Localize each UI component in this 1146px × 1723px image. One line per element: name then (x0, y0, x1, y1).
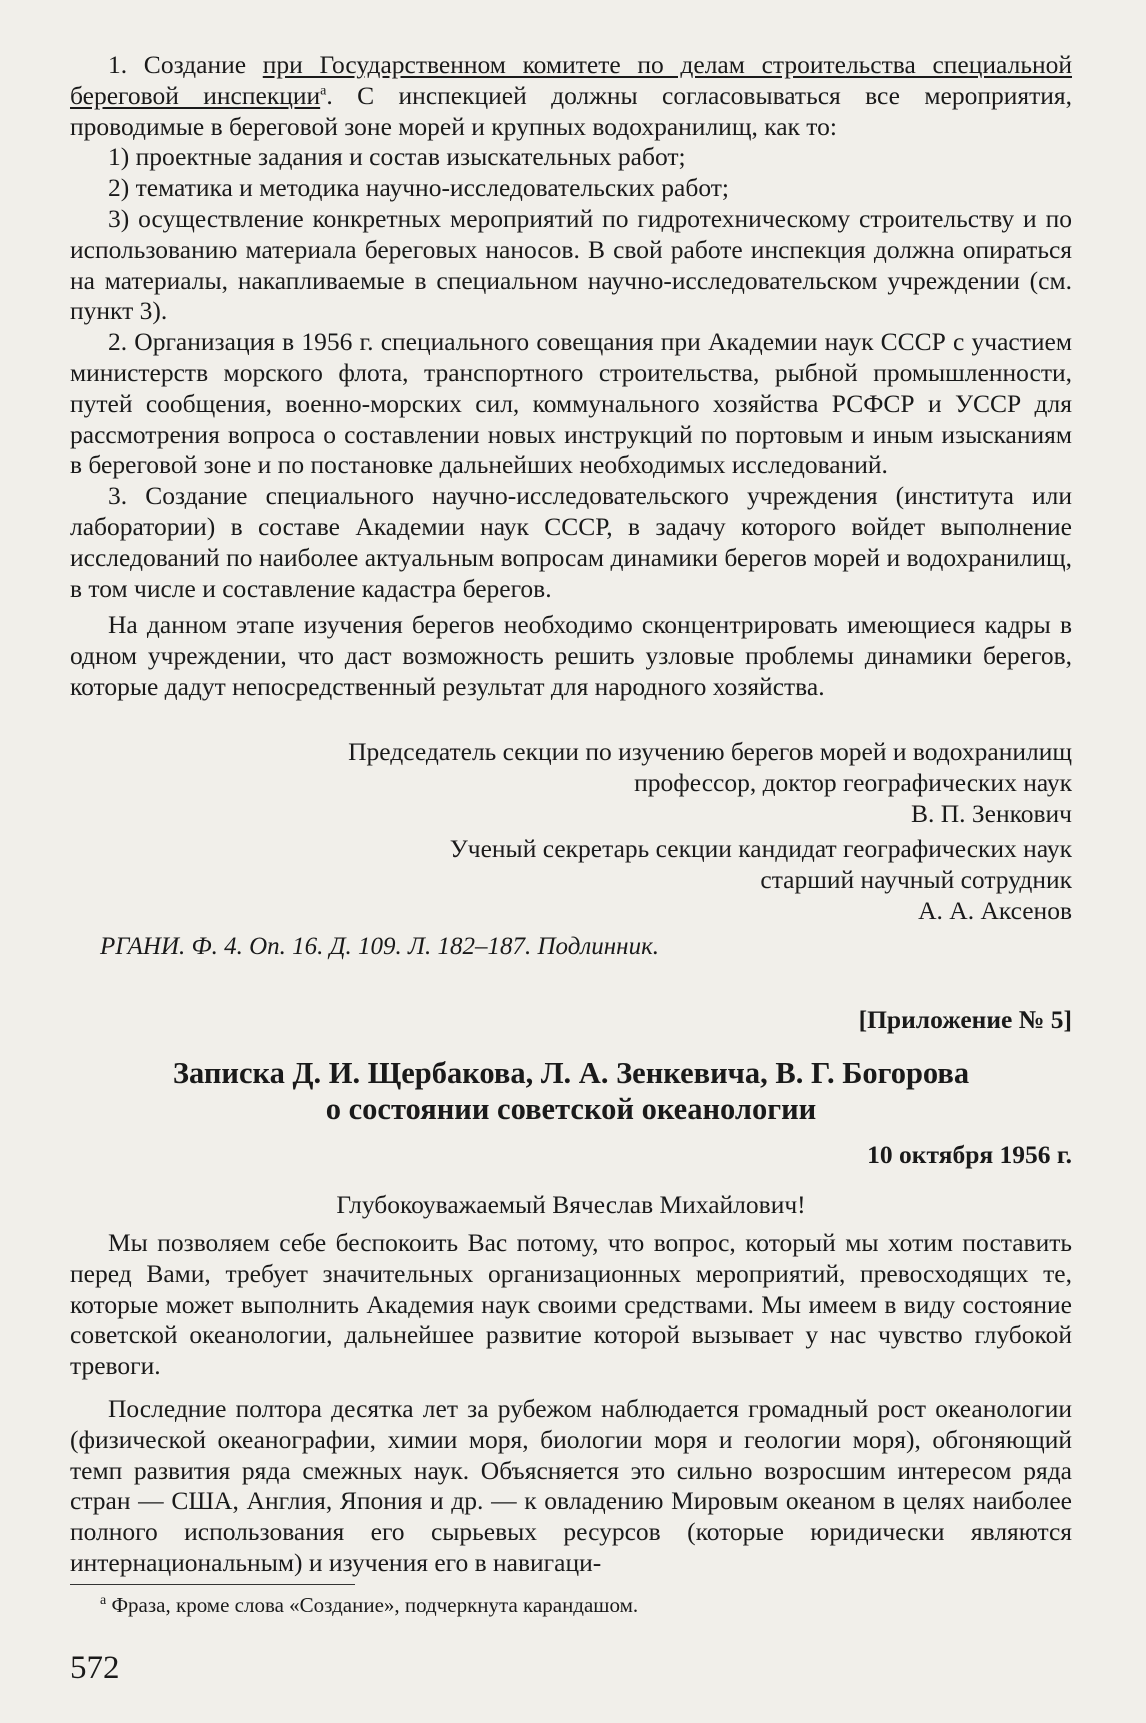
appendix-label: [Приложение № 5] (858, 1005, 1072, 1034)
list-item: 3) осуществление конкретных мероприятий по гидротехническому строительству и по использованию материала береговых наносов. В свой работе инспекция должна опираться на материалы, накапливаемые в специальном научно-исследовательском учреждении (см. пункт 3). (70, 203, 1072, 326)
secretary-name: А. А. Аксенов (918, 895, 1072, 925)
paragraph-2: 2. Организация в 1956 г. специального совещания при Академии наук СССР с участием министерств морского флота, транспортного строительства, рыбной промышленности, путей сообщения, военно-морских сил, коммунального хозяйства РСФСР и УССР для рассмотрения вопроса о составлении новых инструкций по портовым и иным изысканиям в береговой зоне и по постановке дальнейших необходимых исследований. (70, 327, 1072, 480)
footnote-mark: а (320, 83, 327, 99)
chair-name: В. П. Зенкович (910, 798, 1072, 828)
letter-paragraph-2: Последние полтора десятка лет за рубежом наблюдается громадный рост океанологии (физической океанографии, химии моря, биологии моря и геологии моря), обгоняющий темп развития ряда смежных наук. Объясняется это сильно возросшим интересом ряда стран — США, Англия, Япония и др. — к овладению Мировым океаном в целях наиболее полного использования его сырьевых ресурсов (которые юридически являются интернациональным) и изучения его в навигаци- (70, 1393, 1072, 1577)
paragraph-3: 3. Создание специального научно-исследовательского учреждения (института или лаборатории) в составе Академии наук СССР, в задачу которого войдет выполнение исследований по наиболее актуальным вопросам динамики берегов морей и водохранилищ, в том числе и составление кадастра берегов. (70, 481, 1072, 603)
page-number: 572 (70, 1650, 120, 1686)
footnote-divider (70, 1584, 355, 1585)
signature-chair: Председатель секции по изучению берегов морей и водохранилищ профессор, доктор географических наук В. П. Зенкович (70, 737, 1072, 829)
greeting: Глубокоуважаемый Вячеслав Михайлович! (336, 1190, 806, 1219)
list-item: 2) тематика и методика научно-исследовательских работ; (108, 173, 729, 203)
footnote-mark: а (100, 1593, 107, 1608)
archive-source: РГАНИ. Ф. 4. Оп. 16. Д. 109. Л. 182–187. Подлинник. (100, 933, 660, 960)
letter-body (70, 1228, 1072, 1579)
list-item: 1) проектные задания и состав изыскательных работ; (108, 142, 686, 172)
paragraph-4: На данном этапе изучения берегов необходимо сконцентрировать имеющиеся кадры в одном учреждении, что даст возможность решить узловые проблемы динамики берегов, которые дадут непосредственный результат для народного хозяйства. (70, 610, 1072, 701)
main-text (70, 50, 1072, 703)
signature-secretary: Ученый секретарь секции кандидат географических наук старший научный сотрудник А. А. Аксенов (70, 834, 1072, 926)
letter-paragraph-1: Мы позволяем себе беспокоить Вас потому, что вопрос, который мы хотим поставить перед Вами, требует значительных организационных мероприятий, превосходящих те, которые может выполнить Академия наук своими средствами. Мы имеем в виду состояние советской океанологии, дальнейшее развитие которой вызывает у нас чувство глубокой тревоги. (70, 1228, 1072, 1381)
paragraph-1: 1. Создание при Государственном комитете по делам строительства специальной береговой инспекции$^а$. С инспекцией должны согласовываться все мероприятия, проводимые в береговой зоне морей и крупных водохранилищ, как то: (70, 50, 1072, 141)
underlined-phrase: при Государственном комитете по делам строительства специальной береговой инспекции (70, 50, 1072, 110)
document-date: 10 октября 1956 г. (867, 1140, 1072, 1169)
footnote: $^а$ Фраза, кроме слова «Создание», подчеркнута карандашом. (100, 1593, 639, 1617)
document-title: Записка Д. И. Щербакова, Л. А. Зенкевича, В. Г. Богорова о состоянии советской океанологии (172, 1056, 970, 1126)
